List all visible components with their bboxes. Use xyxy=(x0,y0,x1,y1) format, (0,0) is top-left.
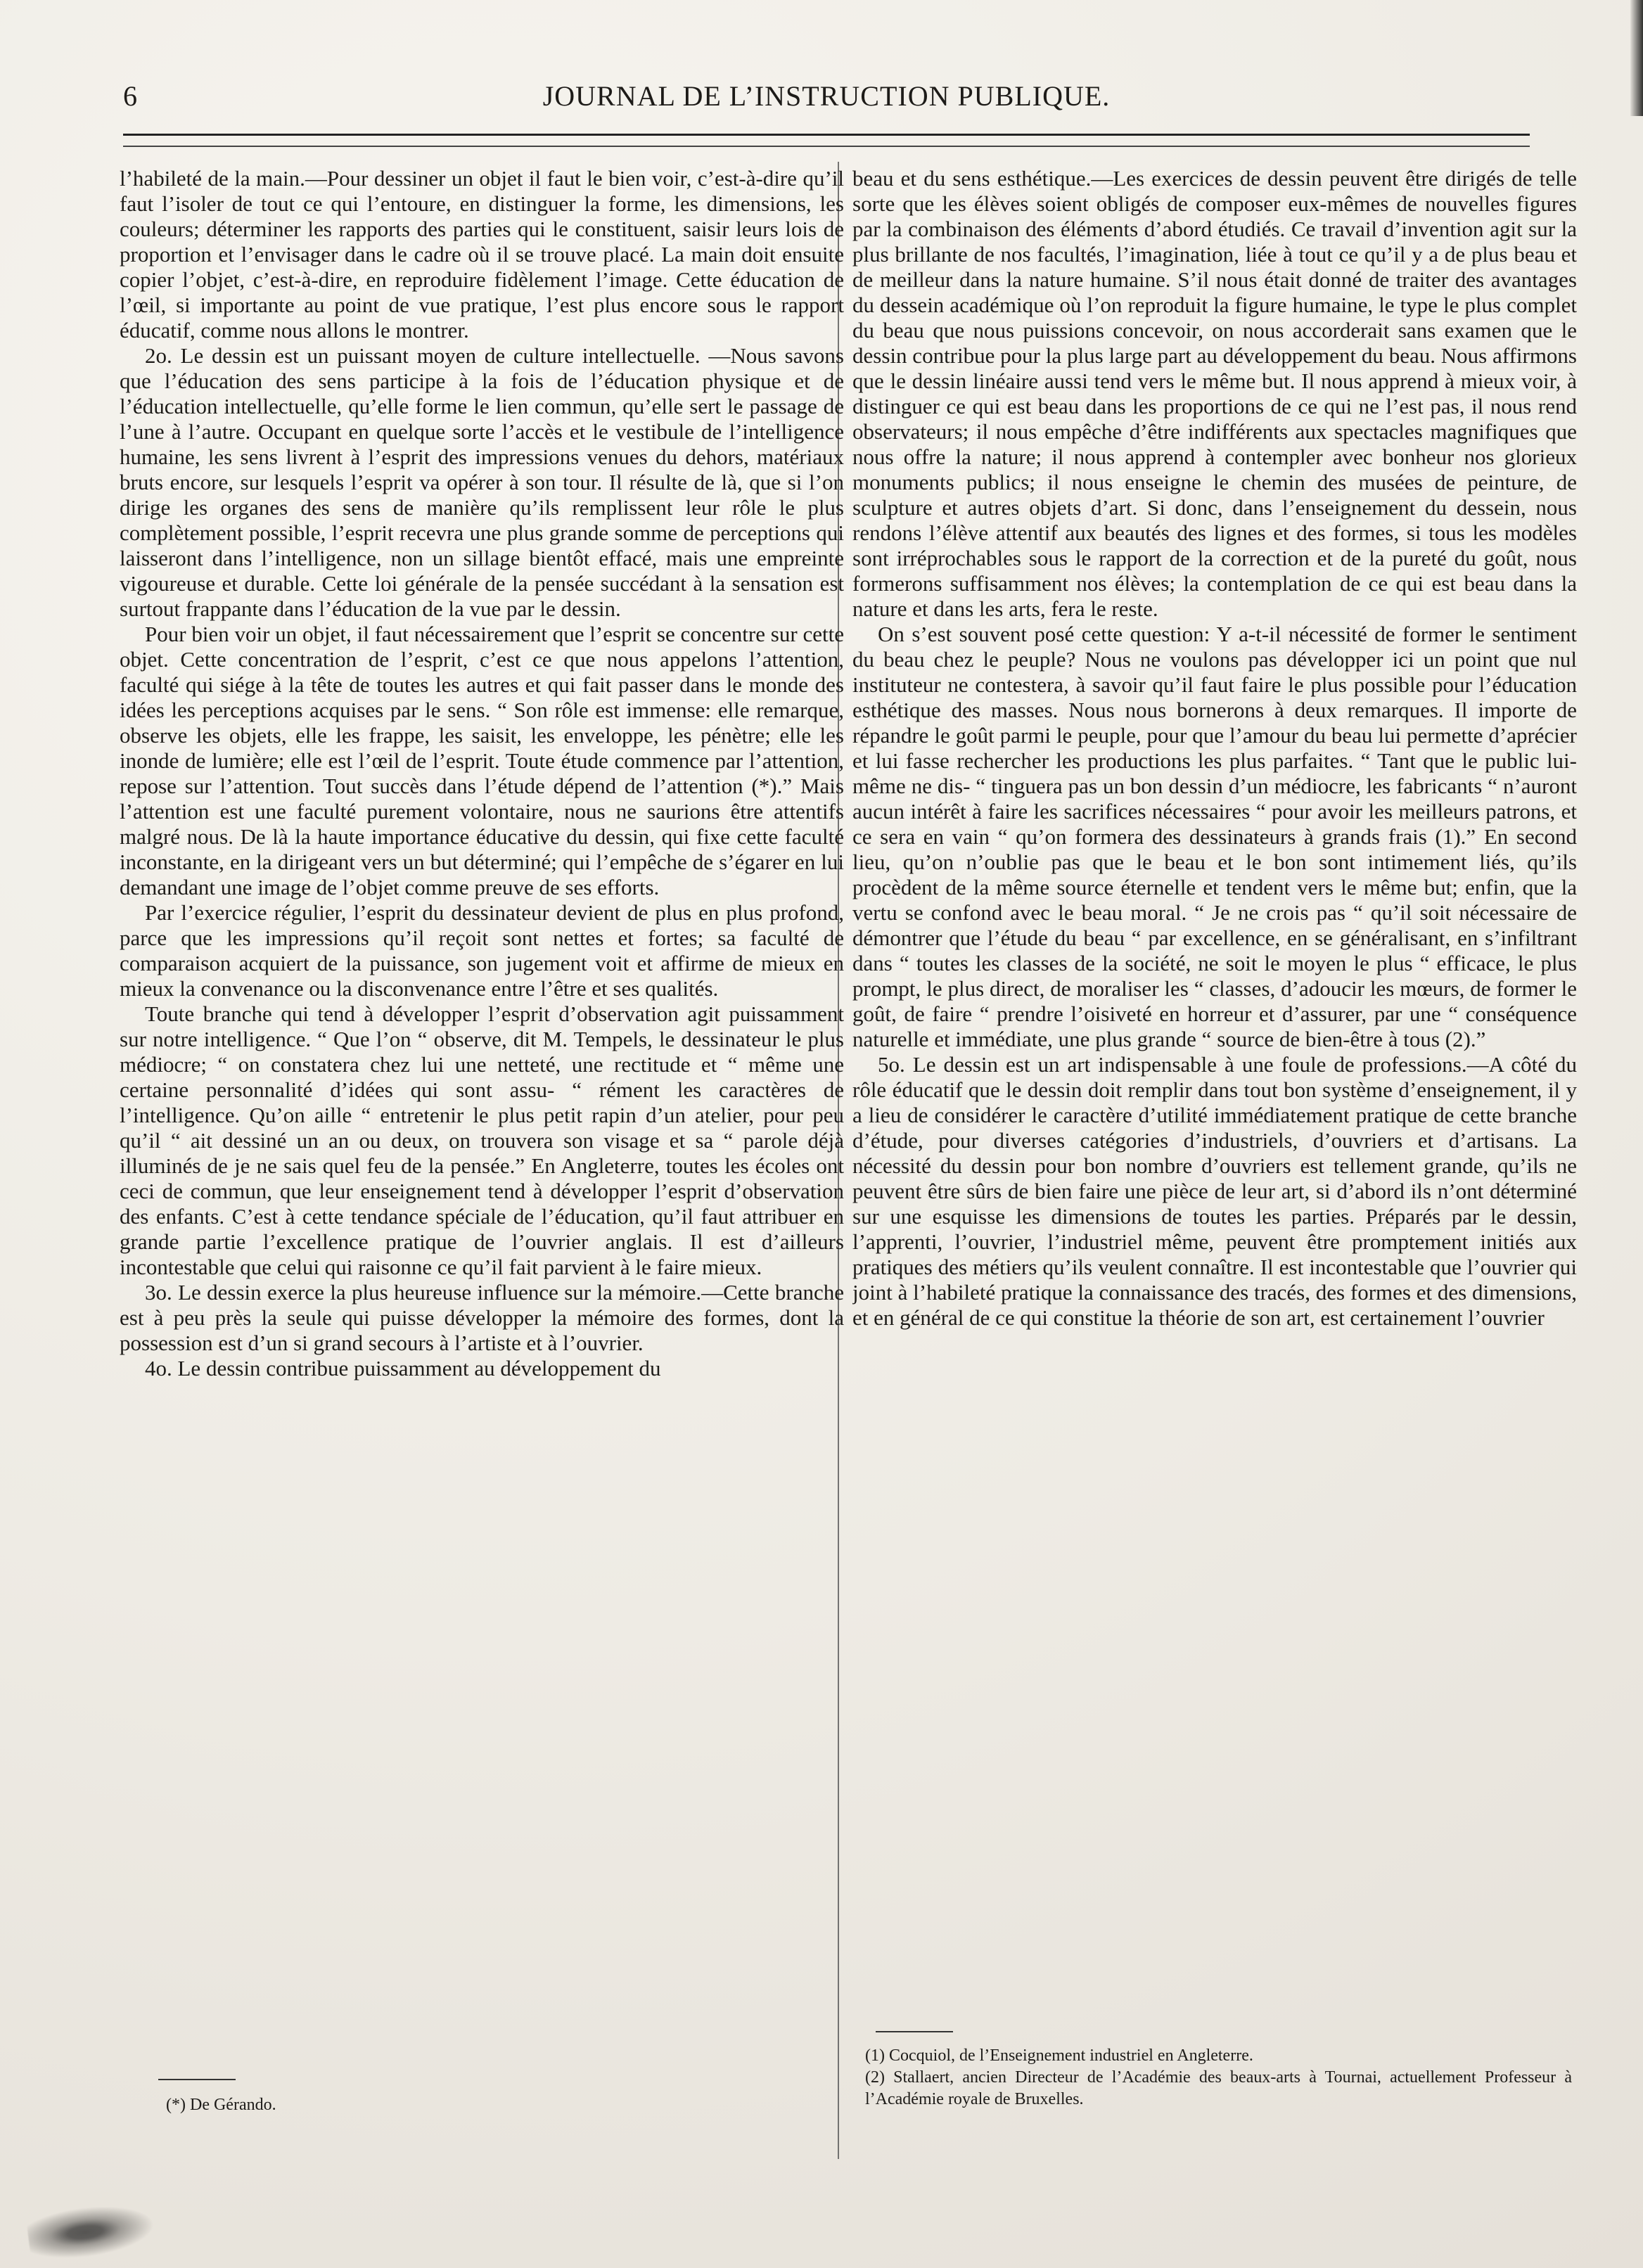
left-footnote-rule xyxy=(158,2079,236,2080)
right-footnote-1: (1) Cocquiol, de l’Enseignement industriel en Angleterre. xyxy=(865,2046,1253,2065)
left-paragraph-1: l’habileté de la main.—Pour dessiner un objet il faut le bien voir, c’est-à-dire qu’il faut l’isoler de tout ce qui l’entoure, en distinguer la forme, les dimensions, les couleurs; déterminer les rapports des parties qui le constituent, saisir leurs lois de proportion et l’envisager dans le cadre où il se trouve placé. La main doit ensuite copier l’objet, c’est-à-dire, en reproduire fidèlement l’image. Cette éducation de l’œil, si importante au point de vue pratique, l’est plus encore sous le rapport éducatif, comme nous allons le montrer. xyxy=(120,166,844,342)
right-paragraph-2: On s’est souvent posé cette question: Y a-t-il nécessité de former le sentiment du beau chez le peuple? Nous ne voulons pas développer ici un point que nul instituteur ne contestera, à savoir qu’il faut faire le plus possible pour l’éducation esthétique des masses. Nous nous bornerons à deux remarques. Il importe de répandre le goût parmi le peuple, pour que l’amour du beau lui permette d’aprécier et lui fasse rechercher les productions les plus parfaites. “ Tant que le public lui-même ne dis- “ tinguera pas un bon dessin d’un médiocre, les fabricants “ n’auront aucun intérêt à faire les sacrifices nécessaires “ pour avoir les meilleurs patrons, et ce sera en vain “ qu’on formera des dessinateurs à grands frais (1).” En second lieu, qu’on n’oublie pas que le beau et le bon sont intimement liés, qu’ils procèdent de la même source éternelle et tendent vers le même but; enfin, que la vertu se confond avec le beau moral. “ Je ne crois pas “ qu’il soit nécessaire de démontrer que l’étude du beau “ par excellence, en se généralisant, en s’infiltrant dans “ toutes les classes de la société, ne soit le moyen le plus “ efficace, le plus prompt, le plus direct, de moraliser les “ classes, d’adoucir les mœurs, de former le goût, de faire “ prendre l’oisiveté en horreur et d’assurer, par une “ conséquence naturelle et immédiate, une plus grande “ source de bien-être à tous (2).” xyxy=(852,622,1577,1051)
right-footnote-rule xyxy=(876,2031,953,2032)
journal-title: JOURNAL DE L’INSTRUCTION PUBLIQUE. xyxy=(542,80,1111,112)
left-paragraph-6: 3o. Le dessin exerce la plus heureuse influence sur la mémoire.—Cette branche est à peu près la seule qui puisse développer la mémoire des formes, dont la possession est d’un si grand secours à l’artiste et à l’ouvrier. xyxy=(120,1280,844,1355)
header-rule xyxy=(123,134,1530,147)
right-paragraph-1: beau et du sens esthétique.—Les exercices de dessin peuvent être dirigés de telle sorte que les élèves soient obligés de composer eux-mêmes de nouvelles figures par la combinaison des éléments d’abord étudiés. Ce travail d’invention agit sur la plus brillante de nos facultés, l’imagination, liée à tout ce qu’il y a de plus beau et de meilleur dans la nature humaine. S’il nous était donné de traiter des avantages du dessein académique où l’on reproduit la figure humaine, le type le plus complet du beau que nous puissions concevoir, on nous accorderait sans examen que le dessin contribue pour la plus large part au développement du beau. Nous affirmons que le dessin linéaire aussi tend vers le même but. Il nous apprend à mieux voir, à distinguer ce qui est beau dans les proportions de ce qui ne l’est pas, il nous rend observateurs; il nous empêche d’être indifférents aux spectacles magnifiques que nous offre la nature; il nous apprend à contempler avec bonheur nos glorieux monuments publics; il nous enseigne le chemin des musées de peinture, de sculpture et autres objets d’art. Si donc, dans l’enseignement du dessein, nous rendons l’élève attentif aux beautés des lignes et des formes, si tous les modèles sont irréprochables sous le rapport de la correction et de la pureté du goût, nous formerons suffisamment nos élèves; la contemplation de ce qui est beau dans la nature et dans les arts, fera le reste. xyxy=(852,166,1577,621)
page-header xyxy=(123,77,1530,127)
page-number: 6 xyxy=(123,80,137,112)
right-paragraph-3: 5o. Le dessin est un art indispensable à une foule de professions.—A côté du rôle éducatif que le dessin doit remplir dans tout bon système d’enseignement, il y a lieu de considérer le caractère d’utilité immédiatement pratique de cette branche d’étude, pour diverses catégories d’industriels, d’ouvriers et d’artisans. La nécessité du dessin pour bon nombre d’ouvriers est tellement grande, qu’ils ne peuvent être sûrs de bien faire une pièce de leur art, si d’abord ils n’ont déterminé sur une esquisse les dimensions de toutes les parties. Préparés par le dessin, l’apprenti, l’ouvrier, l’industriel même, peuvent être promptement initiés aux pratiques des métiers qu’ils veulent connaître. Il est incontestable que l’ouvrier qui joint à l’habileté pratique la connaissance des tracés, des formes et des dimensions, et en général de ce qui constitue la théorie de son art, est certainement l’ouvrier xyxy=(852,1052,1577,1330)
edge-mark xyxy=(1630,0,1643,116)
left-column xyxy=(120,166,844,2072)
left-paragraph-7: 4o. Le dessin contribue puissamment au développement du xyxy=(145,1356,661,1380)
right-column xyxy=(852,166,1577,2023)
left-footnotes xyxy=(166,2094,827,2122)
left-paragraph-4: Par l’exercice régulier, l’esprit du dessinateur devient de plus en plus profond, parce que les impressions qu’il reçoit sont nettes et fortes; sa faculté de comparaison acquiert de la puissance, son jugement voit et affirme de mieux en mieux la convenance ou la disconvenance entre l’être et ses qualités. xyxy=(120,900,844,1001)
left-paragraph-5: Toute branche qui tend à développer l’esprit d’observation agit puissamment sur notre intelligence. “ Que l’on “ observe, dit M. Tempels, le dessinateur le plus médiocre; “ on constatera chez lui une netteté, une rectitude et “ même une certaine personnalité d’idées qui sont assu- “ rément les caractères de l’intelligence. Qu’on aille “ entretenir le plus petit rapin d’un atelier, pour peu qu’il “ ait dessiné un an ou deux, on trouvera son visage et sa “ parole déjà illuminés de je ne sais quel feu de la pensée.” En Angleterre, toutes les écoles ont ceci de commun, que leur enseignement tend à développer l’esprit d’observation des enfants. C’est à cette tendance spéciale de l’éducation, qu’il faut attribuer en grande partie l’excellence pratique de l’ouvrier anglais. Il est d’ailleurs incontestable que celui qui raisonne ce qu’il fait parvient à le faire mieux. xyxy=(120,1001,844,1279)
left-footnote-1: (*) De Gérando. xyxy=(166,2096,276,2114)
right-footnote-2: (2) Stallaert, ancien Directeur de l’Académie des beaux-arts à Tournai, actuellement Professeur à l’Académie royale de Bruxelles. xyxy=(865,2068,1572,2108)
right-footnotes xyxy=(865,2045,1572,2122)
left-paragraph-2: 2o. Le dessin est un puissant moyen de culture intellectuelle. —Nous savons que l’éducation des sens participe à la fois de l’éducation physique et de l’éducation intellectuelle, qu’elle forme le lien commun, qu’elle sert le passage de l’une à l’autre. Occupant en quelque sorte l’accès et le vestibule de l’intelligence humaine, les sens livrent à l’esprit des impressions venues du dehors, matériaux bruts encore, sur lesquels l’esprit va opérer à son tour. Il résulte de là, que si l’on dirige les organes des sens de manière qu’ils remplissent leur rôle le plus complètement possible, l’esprit recevra une plus grande somme de perceptions qui laisseront dans l’intelligence, non un sillage bientôt effacé, mais une empreinte vigoureuse et durable. Cette loi générale de la pensée succédant à la sensation est surtout frappante dans l’éducation de la vue par le dessin. xyxy=(120,343,844,621)
left-paragraph-3: Pour bien voir un objet, il faut nécessairement que l’esprit se concentre sur cette objet. Cette concentration de l’esprit, c’est ce que nous appelons l’attention, faculté qui siége à la tête de toutes les autres et qui fait passer dans le monde des idées les perceptions acquises par le sens. “ Son rôle est immense: elle remarque, observe les objets, elle les frappe, les saisit, les enveloppe, les pénètre; elle les inonde de lumière; elle est l’œil de l’esprit. Toute étude commence par l’attention, repose sur l’attention. Tout succès dans l’étude dépend de l’attention (*).” Mais l’attention est une faculté purement volontaire, nous ne saurions être attentifs malgré nous. De là la haute importance éducative du dessin, qui fixe cette faculté inconstante, en la dirigeant vers un but déterminé; qui l’empêche de s’égarer en lui demandant une image de l’objet comme preuve de ses efforts. xyxy=(120,622,844,899)
scan-mark xyxy=(25,2199,157,2263)
